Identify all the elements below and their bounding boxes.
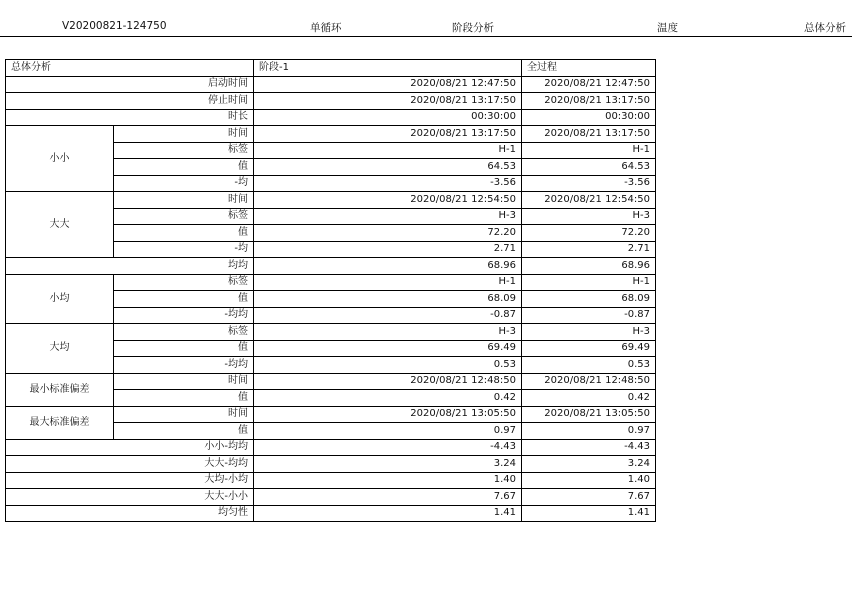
- version-label: V20200821-124750: [62, 20, 167, 32]
- table-row: [6, 192, 656, 209]
- table-header-row: [6, 60, 656, 77]
- row-label: -均均: [114, 357, 254, 374]
- row-label: 时长: [6, 109, 254, 126]
- stage-value: 1.41: [254, 505, 522, 522]
- group-label: 小均: [6, 274, 114, 324]
- total-value: H-1: [522, 142, 656, 159]
- stage-value: 68.09: [254, 291, 522, 308]
- total-value: 2020/08/21 12:47:50: [522, 76, 656, 93]
- table-row: [6, 373, 656, 390]
- stage-value: 72.20: [254, 225, 522, 242]
- row-label: 启动时间: [6, 76, 254, 93]
- table-row: [6, 406, 656, 423]
- table-row: [6, 126, 656, 143]
- row-label: 时间: [114, 192, 254, 209]
- total-value: H-1: [522, 274, 656, 291]
- group-label: 小小: [6, 126, 114, 192]
- table-row: [6, 109, 656, 126]
- row-label: -均均: [114, 307, 254, 324]
- stage-value: 0.97: [254, 423, 522, 440]
- row-label: 小小-均均: [6, 439, 254, 456]
- row-label: 大均-小均: [6, 472, 254, 489]
- stage-value: 2020/08/21 13:05:50: [254, 406, 522, 423]
- group-label: 最大标准偏差: [6, 406, 114, 439]
- stage-value: 68.96: [254, 258, 522, 275]
- stage-value: 7.67: [254, 489, 522, 506]
- row-label: 值: [114, 291, 254, 308]
- row-label: 值: [114, 423, 254, 440]
- table-row: [6, 324, 656, 341]
- stage-value: H-1: [254, 274, 522, 291]
- total-value: 2.71: [522, 241, 656, 258]
- total-value: 00:30:00: [522, 109, 656, 126]
- total-value: 68.09: [522, 291, 656, 308]
- row-label: -均: [114, 175, 254, 192]
- total-value: 2020/08/21 13:17:50: [522, 126, 656, 143]
- table-title: 总体分析: [6, 60, 254, 77]
- stage-value: 3.24: [254, 456, 522, 473]
- analysis-table: [5, 59, 656, 522]
- total-value: -4.43: [522, 439, 656, 456]
- stage-value: -3.56: [254, 175, 522, 192]
- row-label: 时间: [114, 406, 254, 423]
- mode-label: 单循环: [310, 22, 342, 34]
- row-label: 停止时间: [6, 93, 254, 110]
- table-row: [6, 258, 656, 275]
- total-value: 7.67: [522, 489, 656, 506]
- table-row: [6, 472, 656, 489]
- stage-value: 2020/08/21 12:54:50: [254, 192, 522, 209]
- total-value: -3.56: [522, 175, 656, 192]
- total-value: 2020/08/21 13:17:50: [522, 93, 656, 110]
- total-value: 0.42: [522, 390, 656, 407]
- stage-value: -0.87: [254, 307, 522, 324]
- stage-value: H-3: [254, 208, 522, 225]
- row-label: 大大-均均: [6, 456, 254, 473]
- col-header-all: 全过程: [522, 60, 656, 77]
- group-label: 大均: [6, 324, 114, 374]
- total-value: 0.53: [522, 357, 656, 374]
- total-value: 72.20: [522, 225, 656, 242]
- total-value: 2020/08/21 13:05:50: [522, 406, 656, 423]
- row-label: 均匀性: [6, 505, 254, 522]
- total-value: 1.40: [522, 472, 656, 489]
- stage-value: H-1: [254, 142, 522, 159]
- stage-value: 2.71: [254, 241, 522, 258]
- stage-value: 2020/08/21 13:17:50: [254, 93, 522, 110]
- col-header-stage: 阶段-1: [254, 60, 522, 77]
- row-label: 值: [114, 159, 254, 176]
- stage-value: -4.43: [254, 439, 522, 456]
- stage-value: 2020/08/21 13:17:50: [254, 126, 522, 143]
- row-label: 值: [114, 390, 254, 407]
- stage-value: 0.53: [254, 357, 522, 374]
- report-header: [0, 0, 852, 40]
- row-label: 标签: [114, 142, 254, 159]
- total-value: 0.97: [522, 423, 656, 440]
- table-row: [6, 505, 656, 522]
- table-row: [6, 274, 656, 291]
- stage-value: 64.53: [254, 159, 522, 176]
- stage-value: 2020/08/21 12:48:50: [254, 373, 522, 390]
- stage-value: H-3: [254, 324, 522, 341]
- total-value: H-3: [522, 208, 656, 225]
- total-value: 3.24: [522, 456, 656, 473]
- header-divider: [0, 36, 852, 37]
- table-row: [6, 456, 656, 473]
- row-label: 值: [114, 340, 254, 357]
- total-value: 69.49: [522, 340, 656, 357]
- table-row: [6, 489, 656, 506]
- row-label: 值: [114, 225, 254, 242]
- total-value: 64.53: [522, 159, 656, 176]
- row-label: 标签: [114, 274, 254, 291]
- total-value: H-3: [522, 324, 656, 341]
- stage-value: 00:30:00: [254, 109, 522, 126]
- group-label: 大大: [6, 192, 114, 258]
- total-value: 1.41: [522, 505, 656, 522]
- section-label: 总体分析: [804, 22, 846, 34]
- row-label: 时间: [114, 126, 254, 143]
- row-label: -均: [114, 241, 254, 258]
- stage-value: 69.49: [254, 340, 522, 357]
- view-label: 阶段分析: [452, 22, 494, 34]
- group-label: 最小标准偏差: [6, 373, 114, 406]
- total-value: 2020/08/21 12:48:50: [522, 373, 656, 390]
- row-label: 标签: [114, 208, 254, 225]
- row-label: 标签: [114, 324, 254, 341]
- stage-value: 2020/08/21 12:47:50: [254, 76, 522, 93]
- table-row: [6, 439, 656, 456]
- stage-value: 1.40: [254, 472, 522, 489]
- metric-label: 温度: [657, 22, 678, 34]
- total-value: -0.87: [522, 307, 656, 324]
- table-row: [6, 76, 656, 93]
- row-label: 大大-小小: [6, 489, 254, 506]
- total-value: 2020/08/21 12:54:50: [522, 192, 656, 209]
- table-row: [6, 93, 656, 110]
- total-value: 68.96: [522, 258, 656, 275]
- row-label: 均均: [6, 258, 254, 275]
- row-label: 时间: [114, 373, 254, 390]
- stage-value: 0.42: [254, 390, 522, 407]
